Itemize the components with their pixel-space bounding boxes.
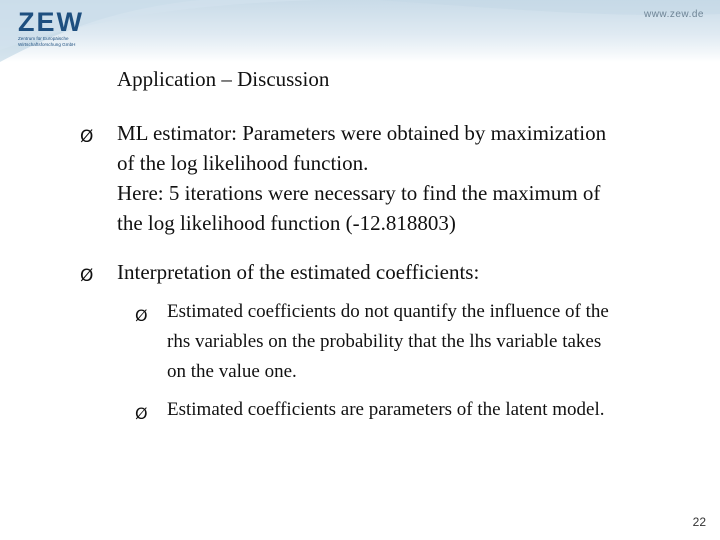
bullet-arrow-icon: Ø: [80, 127, 94, 147]
sub-bullet-coefficients-influence: [135, 297, 705, 387]
sub-bullet-arrow-icon: Ø: [135, 306, 148, 325]
slide-title: Application – Discussion: [117, 67, 330, 91]
bullet-ml-estimator: [80, 118, 700, 242]
logo-subtitle: Zentrum für Europäische Wirtschaftsforschung GmbH: [18, 36, 76, 47]
sub-bullet-text-line: on the value one.: [167, 361, 297, 382]
bullet-text-line: of the log likelihood function.: [117, 151, 369, 175]
header-url: www.zew.de: [643, 9, 704, 20]
zew-logo: [18, 8, 88, 47]
sub-bullet-text-line: Estimated coefficients do not quantify the influence of the: [167, 301, 609, 322]
logo-text: ZEW: [18, 7, 84, 37]
sub-bullet-text-line: rhs variables on the probability that the lhs variable takes: [167, 331, 602, 352]
page-number: 22: [692, 515, 706, 529]
sub-bullet-text-line: Estimated coefficients are parameters of the latent model.: [167, 399, 605, 420]
bullet-text-line: ML estimator: Parameters were obtained by maximization: [117, 121, 607, 145]
bullet-text-line: the log likelihood function (-12.818803): [117, 211, 456, 235]
bullet-arrow-icon: Ø: [80, 266, 94, 286]
sub-bullet-arrow-icon: Ø: [135, 404, 148, 423]
sub-bullet-latent-model: [135, 395, 705, 425]
bullet-text-line: Interpretation of the estimated coefficients:: [117, 260, 480, 284]
header-band: [0, 0, 720, 62]
bullet-interpretation: [80, 257, 700, 289]
header-wave-decoration: [0, 0, 720, 62]
bullet-text-line: Here: 5 iterations were necessary to find the maximum of: [117, 181, 601, 205]
